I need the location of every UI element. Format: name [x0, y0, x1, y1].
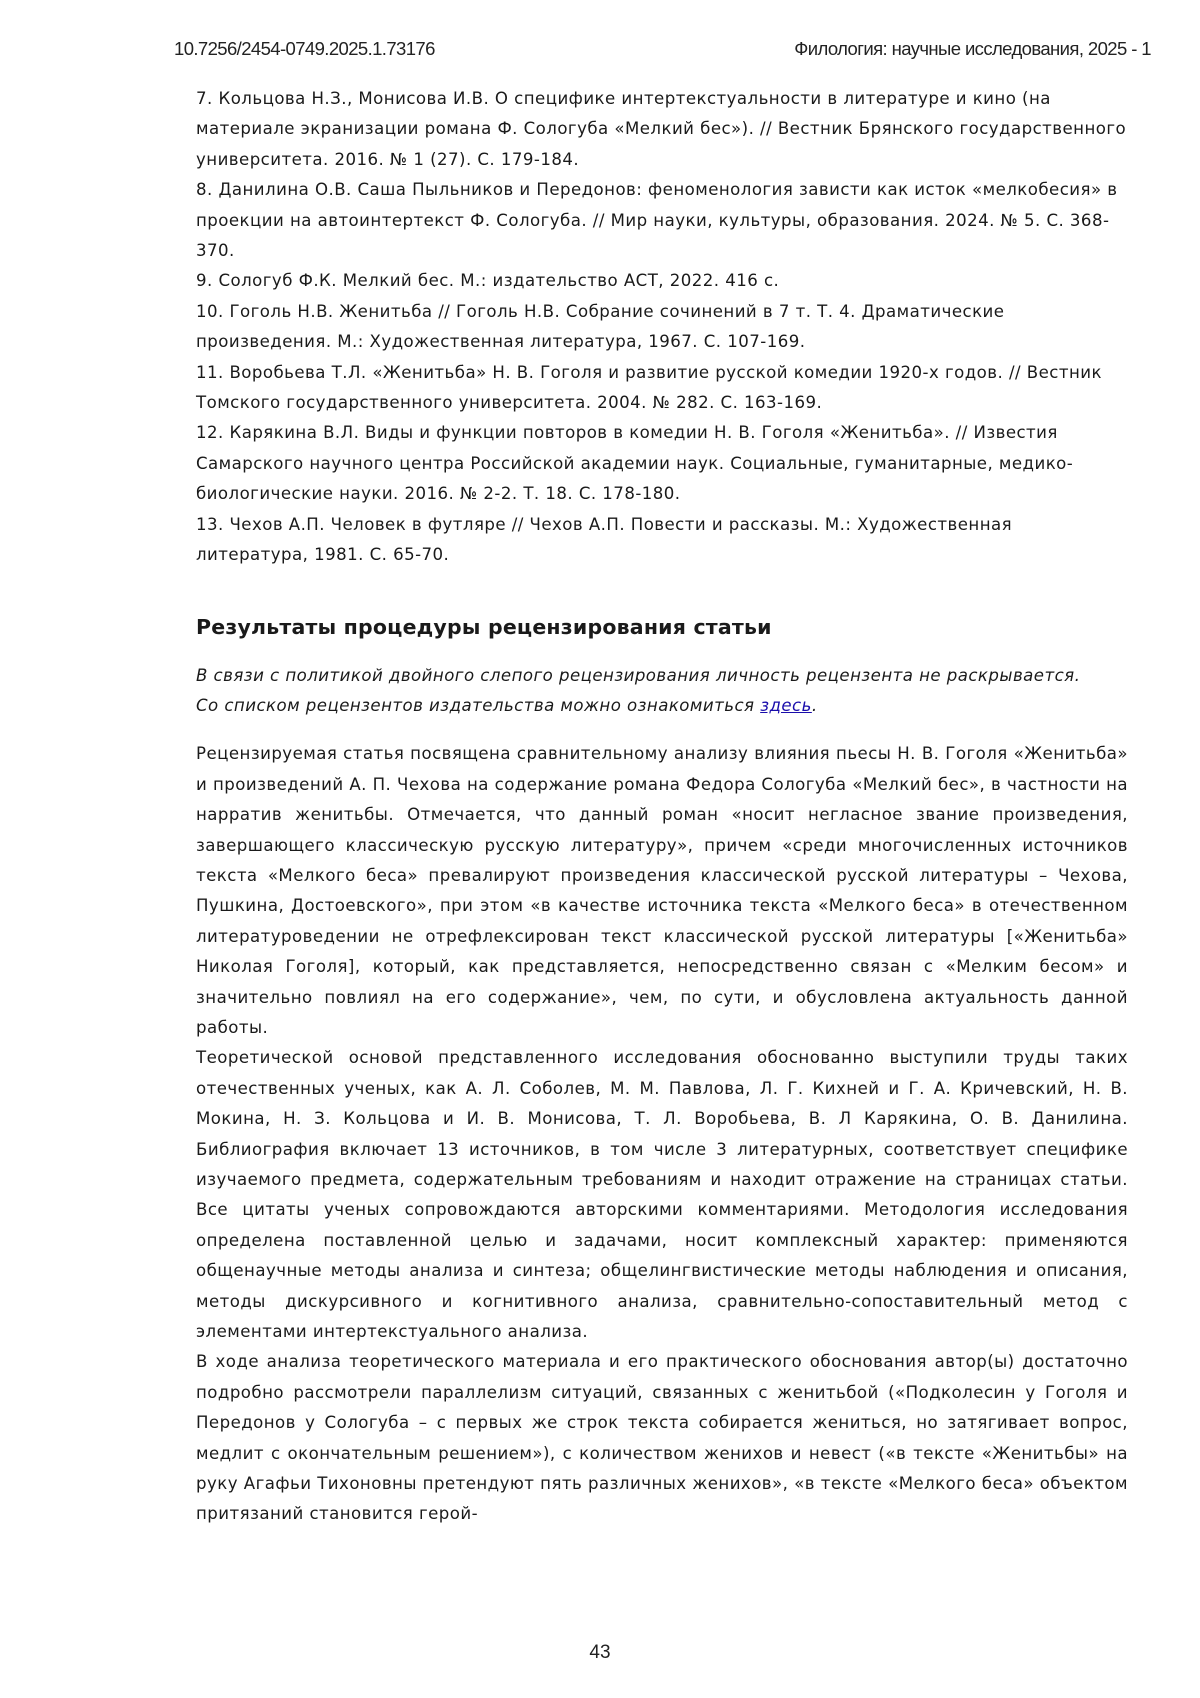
review-body	[196, 739, 1128, 1530]
review-disclaimer	[196, 661, 1128, 722]
review-paragraph: Рецензируемая статья посвящена сравнительному анализу влияния пьесы Н. В. Гоголя «Женитьба» и произведений А. П. Чехова на содержание романа Федора Сологуба «Мелкий бес», в частности на нарратив женитьбы. Отмечается, что данный роман «носит негласное звание произведения, завершающего классическую русскую литературу», причем «среди многочисленных источников текста «Мелкого беса» превалируют произведения классической русской литературы – Чехова, Пушкина, Достоевского», при этом «в качестве источника текста «Мелкого беса» в отечественном литературоведении не отрефлексирован текст классической русской литературы [«Женитьба» Николая Гоголя], который, как представляется, непосредственно связан с «Мелким бесом» и значительно повлиял на его содержание», чем, по сути, и обусловлена актуальность данной работы.	[196, 744, 1128, 1037]
reference-item: 7. Кольцова Н.З., Монисова И.В. О специфике интертекстуальности в литературе и кино (на материале экранизации романа Ф. Сологуба «Мелкий бес»). // Вестник Брянского государственного университета. 2016. № 1 (27). С. 179-184.	[196, 89, 1127, 169]
review-paragraph: В ходе анализа теоретического материала и его практического обоснования автор(ы) достаточно подробно рассмотрели параллелизм ситуаций, связанных с женитьбой («Подколесин у Гоголя и Передонов у Сологуба – с первых же строк текста собирается жениться, но затягивает вопрос, медлит с окончательным решением»), с количеством женихов и невест («в тексте «Женитьбы» на руку Агафьи Тихоновны претендуют пять различных женихов», «в тексте «Мелкого беса» объектом притязаний становится герой-	[196, 1352, 1128, 1524]
reference-item: 8. Данилина О.В. Саша Пыльников и Передонов: феноменология зависти как исток «мелкобесия» в проекции на автоинтертекст Ф. Сологуба. // Мир науки, культуры, образования. 2024. № 5. С. 368-370.	[196, 180, 1118, 261]
doi-header: 10.7256/2454-0749.2025.1.73176	[174, 38, 435, 59]
reference-item: 9. Сологуб Ф.К. Мелкий бес. М.: издательство АСТ, 2022. 416 с.	[196, 271, 780, 291]
reference-list	[196, 84, 1128, 571]
reference-item: 13. Чехов А.П. Человек в футляре // Чехов А.П. Повести и рассказы. М.: Художественная литература, 1981. С. 65-70.	[196, 514, 1013, 565]
reference-item: 10. Гоголь Н.В. Женитьба // Гоголь Н.В. Собрание сочинений в 7 т. Т. 4. Драматические произведения. М.: Художественная литература, 1967. С. 107-169.	[196, 301, 1005, 352]
page-content	[196, 84, 1128, 1530]
journal-header: Филология: научные исследования, 2025 - 1	[794, 38, 1151, 59]
reference-item: 11. Воробьева Т.Л. «Женитьба» Н. В. Гоголя и развитие русской комедии 1920-х годов. // Вестник Томского государственного университета. 2004. № 282. С. 163-169.	[196, 362, 1102, 413]
disclaimer-text: В связи с политикой двойного слепого рецензирования личность рецензента не раскрывается.	[196, 665, 1081, 685]
review-paragraph: Теоретической основой представленного исследования обоснованно выступили труды таких отечественных ученых, как А. Л. Соболев, М. М. Павлова, Л. Г. Кихней и Г. А. Кричевский, Н. В. Мокина, Н. З. Кольцова и И. В. Монисова, Т. Л. Воробьева, В. Л Карякина, О. В. Данилина. Библиография включает 13 источников, в том числе 3 литературных, соответствует специфике изучаемого предмета, содержательным требованиям и находит отражение на страницах статьи. Все цитаты ученых сопровождаются авторскими комментариями. Методология исследования определена поставленной целью и задачами, носит комплексный характер: применяются общенаучные методы анализа и синтеза; общелингвистические методы наблюдения и описания, методы дискурсивного и когнитивного анализа, сравнительно-сопоставительный метод с элементами интертекстуального анализа.	[196, 1048, 1128, 1342]
reviewers-list-link[interactable]: здесь	[760, 695, 812, 715]
page-number: 43	[589, 1642, 611, 1663]
reviewers-list-line	[196, 691, 1128, 721]
reviewers-list-text: Со списком рецензентов издательства можно ознакомиться	[196, 695, 761, 715]
reviewers-list-suffix: .	[811, 695, 818, 715]
reference-item: 12. Карякина В.Л. Виды и функции повторов в комедии Н. В. Гоголя «Женитьба». // Известия Самарского научного центра Российской академии наук. Социальные, гуманитарные, медико-биологические науки. 2016. № 2-2. Т. 18. С. 178-180.	[196, 423, 1074, 504]
review-section-title: Результаты процедуры рецензирования статьи	[196, 614, 772, 639]
